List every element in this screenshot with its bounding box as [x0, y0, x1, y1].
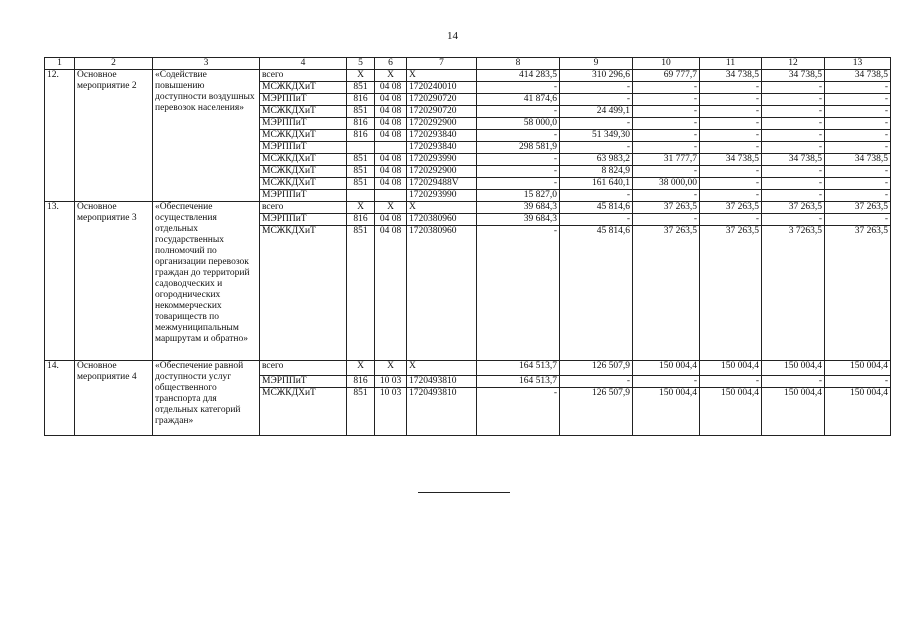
table-cell: 1720290720 — [407, 106, 477, 118]
header-cell: 4 — [260, 58, 347, 70]
event-title: Основное мероприятие 4 — [75, 361, 153, 436]
table-cell: - — [700, 142, 762, 154]
table-cell: 51 349,30 — [560, 130, 633, 142]
executor-cell: всего — [260, 202, 347, 214]
table-cell: - — [700, 376, 762, 388]
table-cell: X — [407, 202, 477, 214]
table-cell: 8 824,9 — [560, 166, 633, 178]
table-cell: 1720293840 — [407, 142, 477, 154]
executor-cell: всего — [260, 361, 347, 376]
table-cell: - — [700, 166, 762, 178]
table-cell: - — [633, 106, 700, 118]
table-cell: 10 03 — [375, 388, 407, 436]
table-cell: 150 004,4 — [762, 388, 825, 436]
executor-cell: МСЖКДХиТ — [260, 154, 347, 166]
table-cell: 58 000,0 — [477, 118, 560, 130]
executor-cell: МСЖКДХиТ — [260, 226, 347, 361]
table-cell: 45 814,6 — [560, 226, 633, 361]
table-cell: - — [633, 118, 700, 130]
table-cell: 10 03 — [375, 376, 407, 388]
table-cell: 69 777,7 — [633, 70, 700, 82]
table-cell: - — [477, 178, 560, 190]
table-cell: - — [762, 130, 825, 142]
table-cell — [375, 142, 407, 154]
table-cell: 851 — [347, 82, 375, 94]
table-cell: - — [633, 82, 700, 94]
table-cell: 816 — [347, 376, 375, 388]
table-cell: - — [477, 130, 560, 142]
table-row — [45, 202, 891, 214]
table-cell: 1720380960 — [407, 214, 477, 226]
table-cell: 298 581,9 — [477, 142, 560, 154]
table-cell: 04 08 — [375, 130, 407, 142]
table-cell: - — [825, 376, 891, 388]
table-cell: 04 08 — [375, 178, 407, 190]
table-cell: 851 — [347, 388, 375, 436]
table-cell: 126 507,9 — [560, 361, 633, 376]
table-cell: 150 004,4 — [633, 361, 700, 376]
table-cell — [375, 190, 407, 202]
table-cell: - — [633, 142, 700, 154]
table-cell: - — [477, 388, 560, 436]
table-cell: - — [762, 190, 825, 202]
event-title: Основное мероприятие 3 — [75, 202, 153, 361]
header-cell: 8 — [477, 58, 560, 70]
table-cell: 37 263,5 — [825, 202, 891, 214]
executor-cell: МЭРППиТ — [260, 190, 347, 202]
table-cell: 851 — [347, 178, 375, 190]
table-cell: 1720293840 — [407, 130, 477, 142]
table-cell: 34 738,5 — [700, 154, 762, 166]
event-description: «Обеспечение осуществления отдельных государственных полномочий по организации перевозок граждан до территорий садоводческих и огороднических некоммерческих товариществ по межмуниципальным маршрутам и обратно» — [153, 202, 260, 361]
table-cell: - — [700, 178, 762, 190]
table-cell: X — [407, 70, 477, 82]
executor-cell: МЭРППиТ — [260, 142, 347, 154]
table-body — [45, 70, 891, 436]
table-cell: 150 004,4 — [825, 388, 891, 436]
table-cell: 38 000,00 — [633, 178, 700, 190]
table-cell: 816 — [347, 130, 375, 142]
table-cell: X — [347, 70, 375, 82]
table-cell: - — [700, 190, 762, 202]
table-cell: 126 507,9 — [560, 388, 633, 436]
row-number: 12. — [45, 70, 75, 202]
table-cell: - — [700, 94, 762, 106]
table-cell: 816 — [347, 94, 375, 106]
table-cell: - — [477, 106, 560, 118]
executor-cell: МЭРППиТ — [260, 376, 347, 388]
table-cell: 172029488V — [407, 178, 477, 190]
table-cell: 34 738,5 — [825, 70, 891, 82]
table-cell: - — [560, 190, 633, 202]
table-cell: 164 513,7 — [477, 376, 560, 388]
table-cell: 37 263,5 — [633, 226, 700, 361]
table-cell: 150 004,4 — [700, 388, 762, 436]
table-row — [45, 70, 891, 82]
table-cell: X — [375, 70, 407, 82]
table-cell — [347, 142, 375, 154]
table-cell: - — [477, 82, 560, 94]
table-cell: - — [560, 376, 633, 388]
table-cell: 816 — [347, 118, 375, 130]
header-cell: 6 — [375, 58, 407, 70]
header-cell: 12 — [762, 58, 825, 70]
table-cell: 04 08 — [375, 226, 407, 361]
table-cell: 15 827,0 — [477, 190, 560, 202]
table-cell: - — [700, 214, 762, 226]
table-cell: 851 — [347, 154, 375, 166]
event-title: Основное мероприятие 2 — [75, 70, 153, 202]
table-cell: - — [762, 106, 825, 118]
table-cell: 164 513,7 — [477, 361, 560, 376]
table-cell: 04 08 — [375, 82, 407, 94]
table-cell: 161 640,1 — [560, 178, 633, 190]
table-cell: - — [560, 94, 633, 106]
table-cell: - — [825, 214, 891, 226]
header-cell: 2 — [75, 58, 153, 70]
table-cell: 1720292900 — [407, 118, 477, 130]
header-row — [45, 58, 891, 70]
table-cell: 1720240010 — [407, 82, 477, 94]
table-cell: - — [633, 376, 700, 388]
header-cell: 3 — [153, 58, 260, 70]
table-cell: 1720380960 — [407, 226, 477, 361]
table-cell: 851 — [347, 106, 375, 118]
executor-cell: МСЖКДХиТ — [260, 388, 347, 436]
table-cell: 310 296,6 — [560, 70, 633, 82]
executor-cell: МЭРППиТ — [260, 214, 347, 226]
table-cell: - — [560, 214, 633, 226]
table-cell: X — [347, 361, 375, 376]
table-cell: 150 004,4 — [633, 388, 700, 436]
header-cell: 13 — [825, 58, 891, 70]
table-cell: 04 08 — [375, 214, 407, 226]
table-cell: 150 004,4 — [700, 361, 762, 376]
table-cell: - — [700, 82, 762, 94]
table-cell: 1720290720 — [407, 94, 477, 106]
table-cell: - — [560, 82, 633, 94]
table-cell: 37 263,5 — [762, 202, 825, 214]
header-cell: 5 — [347, 58, 375, 70]
table-cell: 1720493810 — [407, 376, 477, 388]
table-cell: 34 738,5 — [700, 70, 762, 82]
table-cell: - — [825, 118, 891, 130]
table-cell: 04 08 — [375, 166, 407, 178]
executor-cell: МЭРППиТ — [260, 94, 347, 106]
executor-cell: МСЖКДХиТ — [260, 178, 347, 190]
table-cell: 1720493810 — [407, 388, 477, 436]
table-cell: 41 874,6 — [477, 94, 560, 106]
table-cell: 1720293990 — [407, 190, 477, 202]
table-cell: 851 — [347, 226, 375, 361]
table-cell: - — [700, 106, 762, 118]
table-cell: - — [762, 94, 825, 106]
table-cell: - — [477, 154, 560, 166]
executor-cell: МСЖКДХиТ — [260, 82, 347, 94]
table-cell: - — [762, 214, 825, 226]
event-description: «Содействие повышению доступности воздушных перевозок населения» — [153, 70, 260, 202]
table-cell: 34 738,5 — [762, 70, 825, 82]
table-cell: - — [825, 82, 891, 94]
table-cell: - — [762, 118, 825, 130]
table-cell: - — [633, 190, 700, 202]
table-cell: - — [633, 214, 700, 226]
table-cell — [347, 190, 375, 202]
table-cell: - — [825, 106, 891, 118]
table-cell: 24 499,1 — [560, 106, 633, 118]
header-cell: 1 — [45, 58, 75, 70]
table-cell: - — [762, 178, 825, 190]
table-cell: - — [762, 166, 825, 178]
table-cell: - — [700, 118, 762, 130]
row-number: 13. — [45, 202, 75, 361]
executor-cell: всего — [260, 70, 347, 82]
header-cell: 9 — [560, 58, 633, 70]
budget-table — [44, 57, 891, 436]
table-cell: 04 08 — [375, 106, 407, 118]
table-cell: 1720293990 — [407, 154, 477, 166]
table-cell: 04 08 — [375, 118, 407, 130]
table-cell: 39 684,3 — [477, 202, 560, 214]
table-cell: 851 — [347, 166, 375, 178]
page-number: 14 — [447, 30, 458, 42]
table-cell: 45 814,6 — [560, 202, 633, 214]
table-cell: 414 283,5 — [477, 70, 560, 82]
table-cell: - — [700, 130, 762, 142]
table-cell: 150 004,4 — [825, 361, 891, 376]
table-cell: - — [633, 94, 700, 106]
table-cell: - — [825, 94, 891, 106]
header-cell: 10 — [633, 58, 700, 70]
table-cell: 31 777,7 — [633, 154, 700, 166]
table-cell: 1720292900 — [407, 166, 477, 178]
table-cell: 150 004,4 — [762, 361, 825, 376]
table-cell: 34 738,5 — [762, 154, 825, 166]
table-cell: - — [825, 178, 891, 190]
table-cell: - — [560, 142, 633, 154]
executor-cell: МСЖКДХиТ — [260, 166, 347, 178]
table-cell: - — [825, 142, 891, 154]
table-cell: - — [633, 130, 700, 142]
table-cell: 37 263,5 — [633, 202, 700, 214]
table-cell: X — [375, 361, 407, 376]
row-number: 14. — [45, 361, 75, 436]
table-cell: - — [477, 226, 560, 361]
table-cell: 37 263,5 — [700, 226, 762, 361]
header-cell: 11 — [700, 58, 762, 70]
table-cell: - — [762, 82, 825, 94]
table-cell: 816 — [347, 214, 375, 226]
table-cell: X — [407, 361, 477, 376]
table-row — [45, 361, 891, 376]
table-cell: - — [825, 190, 891, 202]
table-cell: - — [477, 166, 560, 178]
table-cell: 63 983,2 — [560, 154, 633, 166]
table-cell: - — [560, 118, 633, 130]
table-cell: 04 08 — [375, 154, 407, 166]
event-description: «Обеспечение равной доступности услуг общественного транспорта для отдельных категорий граждан» — [153, 361, 260, 436]
table-cell: 34 738,5 — [825, 154, 891, 166]
table-cell: 37 263,5 — [825, 226, 891, 361]
executor-cell: МСЖКДХиТ — [260, 106, 347, 118]
table-cell: - — [825, 166, 891, 178]
table-cell: 39 684,3 — [477, 214, 560, 226]
table-cell: - — [825, 130, 891, 142]
table-cell: - — [762, 142, 825, 154]
table-cell: - — [762, 376, 825, 388]
table-cell: 3 7263,5 — [762, 226, 825, 361]
executor-cell: МСЖКДХиТ — [260, 130, 347, 142]
table-cell: X — [347, 202, 375, 214]
table-cell: 37 263,5 — [700, 202, 762, 214]
footer-divider — [418, 492, 510, 493]
table-cell: 04 08 — [375, 94, 407, 106]
table-cell: - — [633, 166, 700, 178]
header-cell: 7 — [407, 58, 477, 70]
table-cell: X — [375, 202, 407, 214]
executor-cell: МЭРППиТ — [260, 118, 347, 130]
